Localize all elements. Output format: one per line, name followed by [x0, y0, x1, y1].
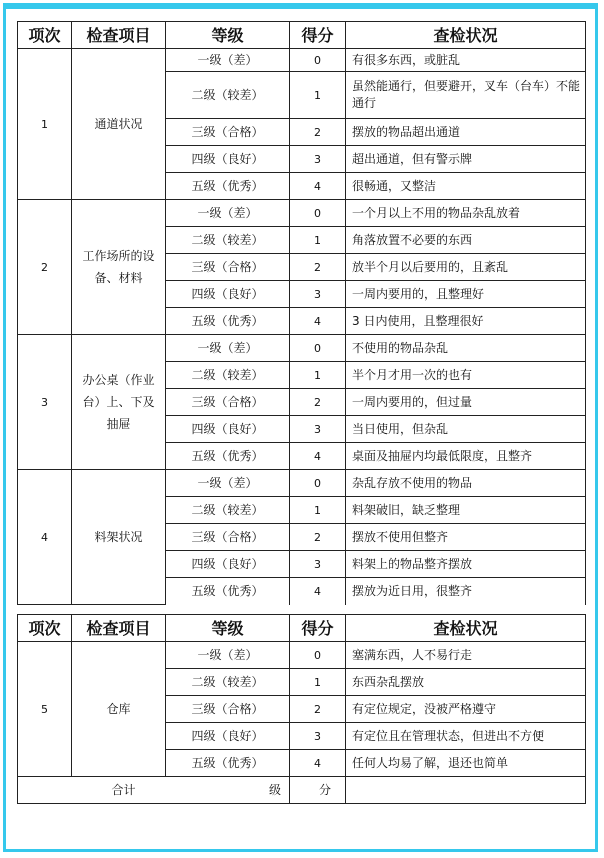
score-value: 4 — [290, 173, 346, 200]
header-row — [18, 22, 586, 49]
score-value: 3 — [290, 723, 346, 750]
grade-level: 一级（差） — [166, 470, 290, 497]
status-description: 摆放为近日用，很整齐 — [346, 578, 586, 605]
status-description: 超出通道，但有警示牌 — [346, 146, 586, 173]
total-score-unit: 分 — [290, 777, 346, 804]
status-description: 有定位规定，没被严格遵守 — [346, 696, 586, 723]
score-value: 2 — [290, 254, 346, 281]
table-row — [18, 335, 586, 362]
grade-level: 五级（优秀） — [166, 308, 290, 335]
status-description: 料架上的物品整齐摆放 — [346, 551, 586, 578]
score-value: 2 — [290, 524, 346, 551]
status-description: 任何人均易了解，退还也简单 — [346, 750, 586, 777]
status-description: 虽然能通行，但要避开，叉车（台车）不能通行 — [346, 72, 586, 119]
total-level-unit: 级 — [166, 777, 290, 804]
score-value: 2 — [290, 119, 346, 146]
score-value: 0 — [290, 200, 346, 227]
header-row — [18, 615, 586, 642]
score-value: 4 — [290, 443, 346, 470]
grade-level: 三级（合格） — [166, 696, 290, 723]
header-no: 项次 — [18, 22, 72, 49]
grade-level: 四级（良好） — [166, 146, 290, 173]
header-score: 得分 — [290, 22, 346, 49]
score-value: 4 — [290, 750, 346, 777]
grade-level: 一级（差） — [166, 200, 290, 227]
score-value: 0 — [290, 335, 346, 362]
grade-level: 五级（优秀） — [166, 750, 290, 777]
score-value: 1 — [290, 362, 346, 389]
inspection-item: 通道状况 — [72, 49, 166, 200]
header-level: 等级 — [166, 615, 290, 642]
grade-level: 五级（优秀） — [166, 173, 290, 200]
item-number: 4 — [18, 470, 72, 605]
score-value: 3 — [290, 281, 346, 308]
header-level: 等级 — [166, 22, 290, 49]
grade-level: 三级（合格） — [166, 254, 290, 281]
score-value: 2 — [290, 696, 346, 723]
total-row — [18, 777, 586, 804]
inspection-item: 工作场所的设备、材料 — [72, 200, 166, 335]
table-row — [18, 49, 586, 72]
score-value: 0 — [290, 642, 346, 669]
item-number: 3 — [18, 335, 72, 470]
inspection-item: 办公桌（作业台）上、下及抽屉 — [72, 335, 166, 470]
status-description: 半个月才用一次的也有 — [346, 362, 586, 389]
inspection-table-part-2 — [17, 614, 586, 804]
total-label: 合计 — [18, 777, 166, 804]
status-description: 东西杂乱摆放 — [346, 669, 586, 696]
item-number: 1 — [18, 49, 72, 200]
grade-level: 五级（优秀） — [166, 578, 290, 605]
grade-level: 二级（较差） — [166, 362, 290, 389]
grade-level: 五级（优秀） — [166, 443, 290, 470]
status-description: 一周内要用的，且整理好 — [346, 281, 586, 308]
table-row — [18, 200, 586, 227]
table-row — [18, 642, 586, 669]
grade-level: 二级（较差） — [166, 227, 290, 254]
score-value: 1 — [290, 72, 346, 119]
inspection-table-part-1 — [17, 21, 586, 605]
grade-level: 二级（较差） — [166, 72, 290, 119]
score-value: 3 — [290, 416, 346, 443]
item-number: 5 — [18, 642, 72, 777]
status-description: 摆放的物品超出通道 — [346, 119, 586, 146]
status-description: 杂乱存放不使用的物品 — [346, 470, 586, 497]
header-item: 检查项目 — [72, 615, 166, 642]
header-no: 项次 — [18, 615, 72, 642]
header-score: 得分 — [290, 615, 346, 642]
grade-level: 一级（差） — [166, 335, 290, 362]
score-value: 2 — [290, 389, 346, 416]
grade-level: 四级（良好） — [166, 416, 290, 443]
grade-level: 二级（较差） — [166, 497, 290, 524]
status-description: 塞满东西，人不易行走 — [346, 642, 586, 669]
status-description: 当日使用，但杂乱 — [346, 416, 586, 443]
header-status: 查检状况 — [346, 22, 586, 49]
header-status: 查检状况 — [346, 615, 586, 642]
status-description: 一周内要用的，但过量 — [346, 389, 586, 416]
status-description: 角落放置不必要的东西 — [346, 227, 586, 254]
status-description: 一个月以上不用的物品杂乱放着 — [346, 200, 586, 227]
status-description: 桌面及抽屉内均最低限度，且整齐 — [346, 443, 586, 470]
grade-level: 二级（较差） — [166, 669, 290, 696]
status-description: 摆放不使用但整齐 — [346, 524, 586, 551]
grade-level: 一级（差） — [166, 49, 290, 72]
grade-level: 一级（差） — [166, 642, 290, 669]
grade-level: 四级（良好） — [166, 551, 290, 578]
grade-level: 三级（合格） — [166, 389, 290, 416]
header-item: 检查项目 — [72, 22, 166, 49]
grade-level: 三级（合格） — [166, 119, 290, 146]
status-description: 3 日内使用，且整理很好 — [346, 308, 586, 335]
item-number: 2 — [18, 200, 72, 335]
total-status-cell — [346, 777, 586, 804]
status-description: 料架破旧，缺乏整理 — [346, 497, 586, 524]
status-description: 不使用的物品杂乱 — [346, 335, 586, 362]
score-value: 4 — [290, 308, 346, 335]
inspection-item: 料架状况 — [72, 470, 166, 605]
score-value: 1 — [290, 497, 346, 524]
status-description: 有很多东西，或脏乱 — [346, 49, 586, 72]
score-value: 0 — [290, 49, 346, 72]
status-description: 很畅通，又整洁 — [346, 173, 586, 200]
table-row — [18, 470, 586, 497]
score-value: 3 — [290, 551, 346, 578]
grade-level: 四级（良好） — [166, 723, 290, 750]
grade-level: 三级（合格） — [166, 524, 290, 551]
score-value: 1 — [290, 227, 346, 254]
score-value: 4 — [290, 578, 346, 605]
status-description: 放半个月以后要用的，且紊乱 — [346, 254, 586, 281]
score-value: 3 — [290, 146, 346, 173]
score-value: 0 — [290, 470, 346, 497]
grade-level: 四级（良好） — [166, 281, 290, 308]
score-value: 1 — [290, 669, 346, 696]
status-description: 有定位且在管理状态，但进出不方便 — [346, 723, 586, 750]
inspection-item: 仓库 — [72, 642, 166, 777]
